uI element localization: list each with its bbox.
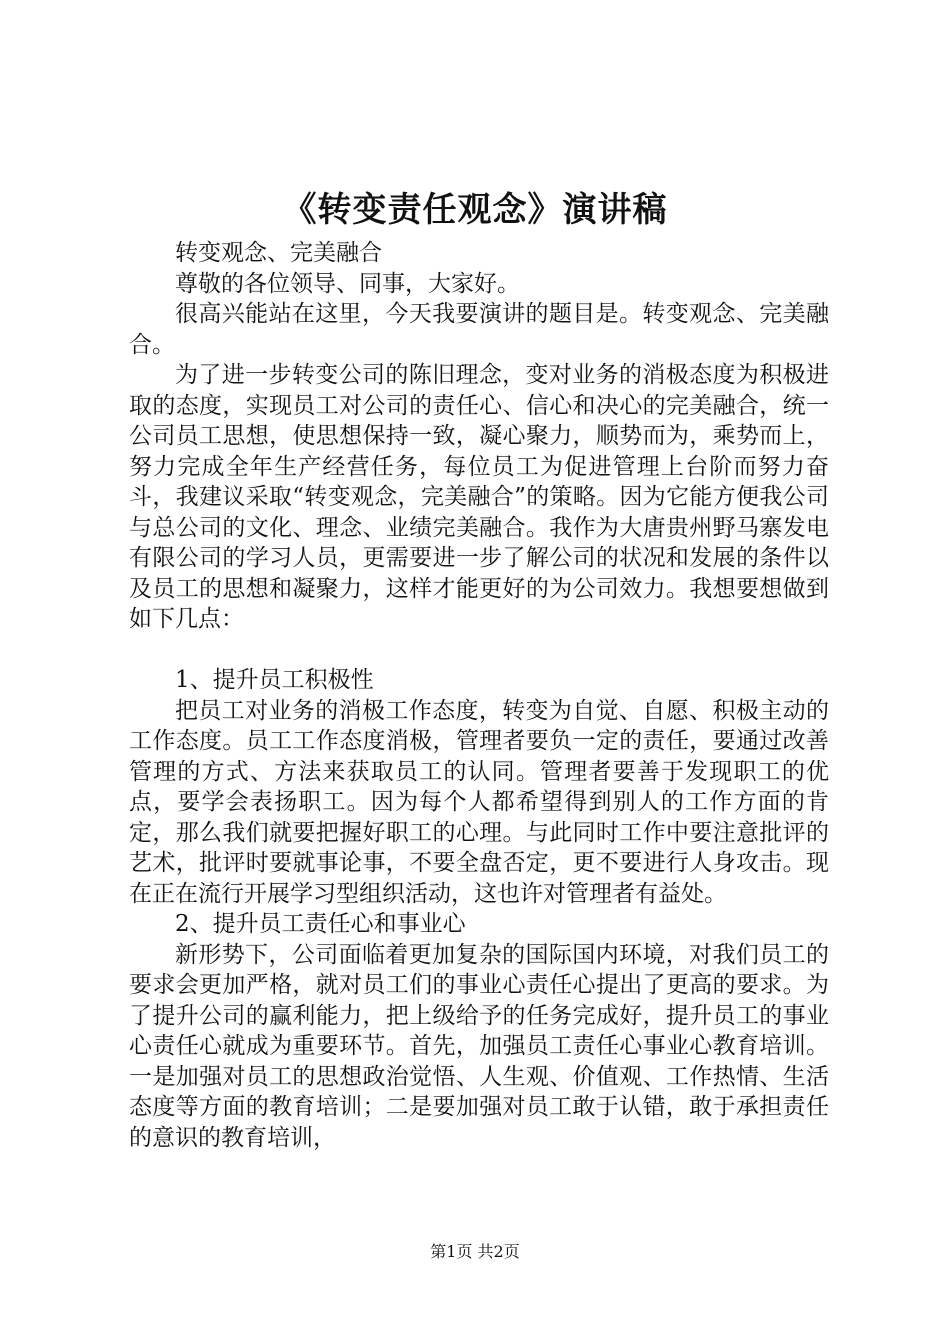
paragraph-spacer — [129, 635, 829, 666]
body-paragraph: 把员工对业务的消极工作态度，转变为自觉、自愿、积极主动的工作态度。员工工作态度消极，管理者要负一定的责任，要通过改善管理的方式、方法来获取员工的认同。管理者要善于发现职工的优点，要学会表扬职工。因为每个人都希望得到别人的工作方面的肯定，那么我们就要把握好职工的心理。与此同时工作中要注意批评的艺术，批评时要就事论事，不要全盘否定，更不要进行人身攻击。现在正在流行开展学习型组织活动，这也许对管理者有益处。 — [129, 697, 829, 907]
intro-paragraph: 很高兴能站在这里，今天我要演讲的题目是。转变观念、完美融合。 — [129, 301, 829, 358]
document-title: 《转变责任观念》演讲稿 — [282, 190, 668, 230]
page-number: 第1页 共2页 — [430, 1242, 520, 1261]
subtitle-paragraph: 转变观念、完美融合 — [175, 240, 382, 266]
document-body — [129, 238, 829, 1153]
greeting-paragraph: 尊敬的各位领导、同事，大家好。 — [175, 270, 520, 297]
body-paragraph: 新形势下，公司面临着更加复杂的国际国内环境，对我们员工的要求会更加严格，就对员工们的事业心责任心提出了更高的要求。为了提升公司的赢利能力，把上级给予的任务完成好，提升员工的事业心责任心就成为重要环节。首先，加强员工责任心事业心教育培训。一是加强对员工的思想政治觉悟、人生观、价值观、工作热情、生活态度等方面的教育培训；二是要加强对员工敢于认错，敢于承担责任的意识的教育培训， — [129, 941, 829, 1151]
section-heading: 2、提升员工责任心和事业心 — [175, 911, 466, 937]
body-paragraph: 为了进一步转变公司的陈旧理念，变对业务的消极态度为积极进取的态度，实现员工对公司的责任心、信心和决心的完美融合，统一公司员工思想，使思想保持一致，凝心聚力，顺势而为，乘势而上，努力完成全年生产经营任务，每位员工为促进管理上台阶而努力奋斗，我建议采取“转变观念，完美融合”的策略。因为它能方便我公司与总公司的文化、理念、业绩完美融合。我作为大唐贵州野马寨发电有限公司的学习人员，更需要进一步了解公司的状况和发展的条件以及员工的思想和凝聚力，这样才能更好的为公司效力。我想要想做到如下几点： — [129, 362, 829, 632]
section-heading: 1、提升员工积极性 — [175, 667, 374, 693]
